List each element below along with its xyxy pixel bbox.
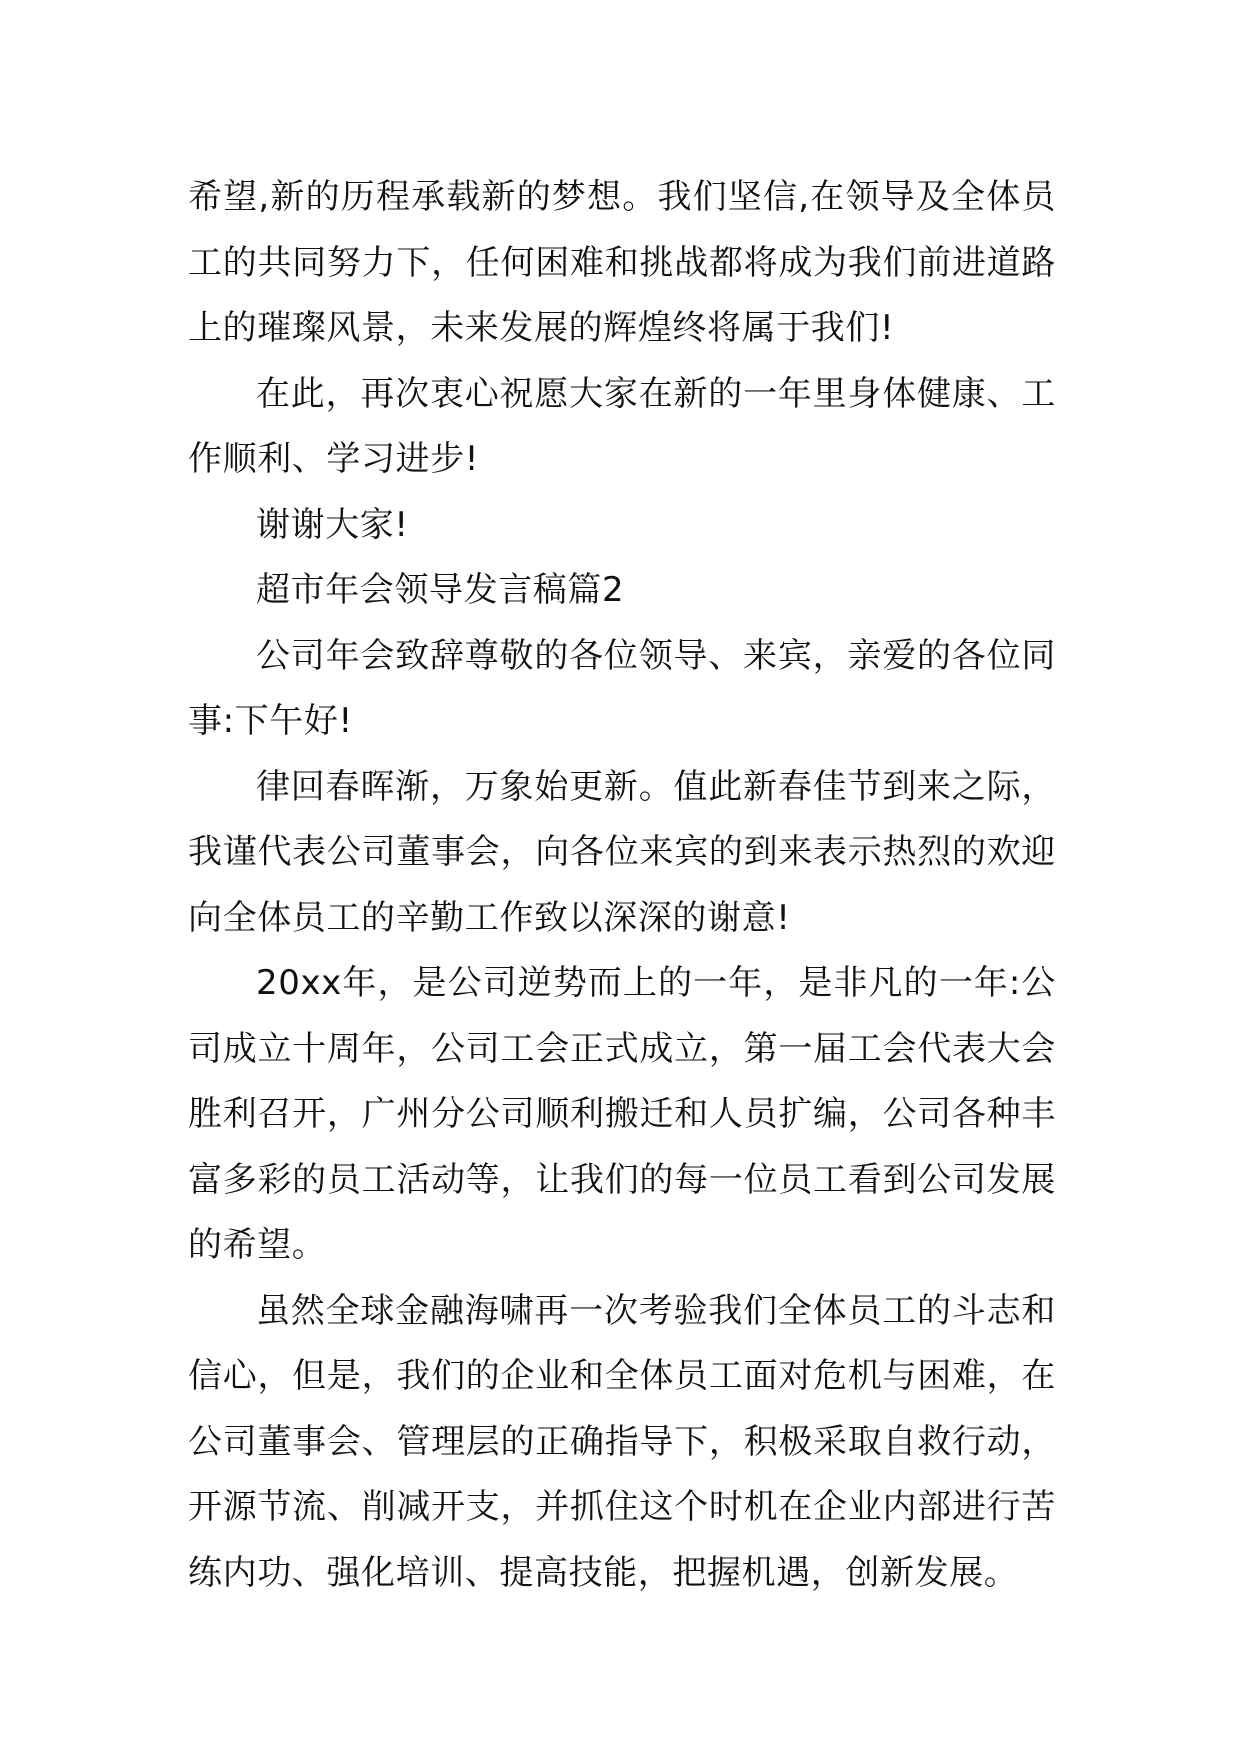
paragraph-wishes: 在此，再次衷心祝愿大家在新的一年里身体健康、工作顺利、学习进步! xyxy=(188,373,1056,479)
paragraph-financial-crisis: 虽然全球金融海啸再一次考验我们全体员工的斗志和信心，但是，我们的企业和全体员工面对危机与困难，在公司董事会、管理层的正确指导下，积极采取自救行动，开源节流、削减开支，并抓住这个时机在企业内部进行苦练内功、强化培训、提高技能，把握机遇，创新发展。 xyxy=(188,1290,1056,1593)
document-body xyxy=(188,165,1056,1606)
paragraph-new-year: 律回春晖渐，万象始更新。值此新春佳节到来之际，我谨代表公司董事会，向各位来宾的到来表示热烈的欢迎向全体员工的辛勤工作致以深深的谢意! xyxy=(188,766,1056,938)
section-heading: 超市年会领导发言稿篇2 xyxy=(256,570,625,610)
paragraph-continued: 希望,新的历程承载新的梦想。我们坚信,在领导及全体员工的共同努力下，任何困难和挑战都将成为我们前进道路上的璀璨风景，未来发展的辉煌终将属于我们! xyxy=(188,177,1056,348)
paragraph-year-review: 20xx年，是公司逆势而上的一年，是非凡的一年:公司成立十周年，公司工会正式成立，第一届工会代表大会胜利召开，广州分公司顺利搬迁和人员扩编，公司各种丰富多彩的员工活动等，让我们的每一位员工看到公司发展的希望。 xyxy=(188,963,1056,1265)
paragraph-thanks: 谢谢大家! xyxy=(256,504,409,545)
paragraph-greeting: 公司年会致辞尊敬的各位领导、来宾，亲爱的各位同事:下午好! xyxy=(188,635,1056,741)
